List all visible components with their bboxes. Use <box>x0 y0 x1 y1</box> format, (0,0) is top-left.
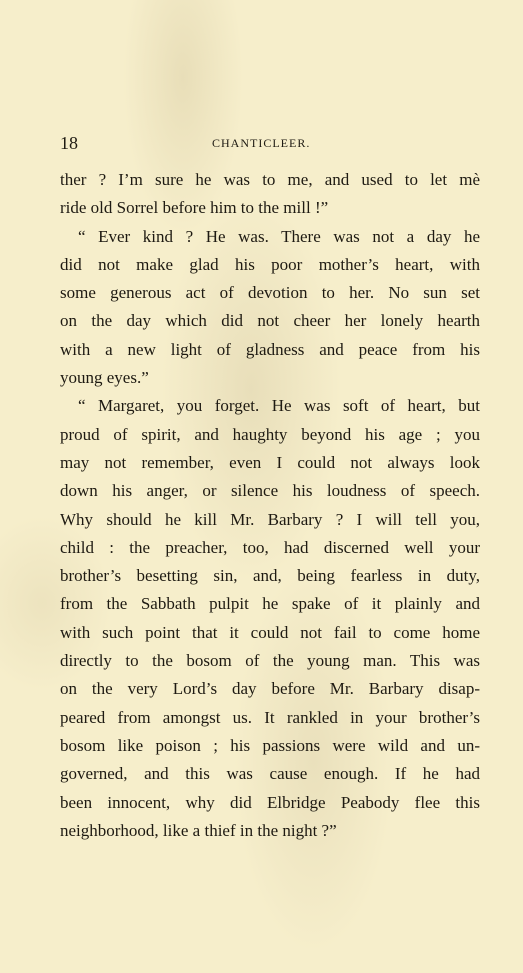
text-line: been innocent, why did Elbridge Peabody flee this <box>60 792 480 812</box>
text-line: proud of spirit, and haughty beyond his age ; you <box>60 424 480 444</box>
text-line: “ Ever kind ? He was. There was not a day he <box>78 226 480 246</box>
text-line: young eyes.” <box>60 368 149 388</box>
text-line: Why should he kill Mr. Barbary ? I will tell you, <box>60 509 480 529</box>
text-line: with such point that it could not fail to come home <box>60 622 480 642</box>
text-line: governed, and this was cause enough. If he had <box>60 764 480 784</box>
body-text <box>60 166 480 845</box>
text-line: ride old Sorrel before him to the mill !” <box>60 198 329 218</box>
running-head <box>60 133 480 153</box>
text-line: brother’s besetting sin, and, being fearless in duty, <box>60 566 480 586</box>
text-line: child : the preacher, too, had discerned well your <box>60 537 480 557</box>
text-line: peared from amongst us. It rankled in your brother’s <box>60 707 480 727</box>
text-line: ther ? I’m sure he was to me, and used to let mè <box>60 170 480 189</box>
text-line: down his anger, or silence his loudness of speech. <box>60 481 480 501</box>
text-line: did not make glad his poor mother’s heart, with <box>60 254 480 274</box>
text-line: bosom like poison ; his passions were wild and un- <box>60 735 480 755</box>
text-line: on the day which did not cheer her lonely hearth <box>60 311 480 331</box>
text-line: may not remember, even I could not always look <box>60 452 480 472</box>
text-line: “ Margaret, you forget. He was soft of heart, but <box>78 396 480 416</box>
text-line: from the Sabbath pulpit he spake of it plainly and <box>60 594 480 614</box>
text-line: some generous act of devotion to her. No sun set <box>60 283 480 303</box>
text-line: with a new light of gladness and peace from his <box>60 339 480 359</box>
running-title: CHANTICLEER. <box>212 136 311 150</box>
text-line: on the very Lord’s day before Mr. Barbary disap- <box>60 679 480 699</box>
text-line: directly to the bosom of the young man. This was <box>60 651 480 671</box>
text-line: neighborhood, like a thief in the night ?” <box>60 820 337 840</box>
page-number: 18 <box>60 133 78 153</box>
